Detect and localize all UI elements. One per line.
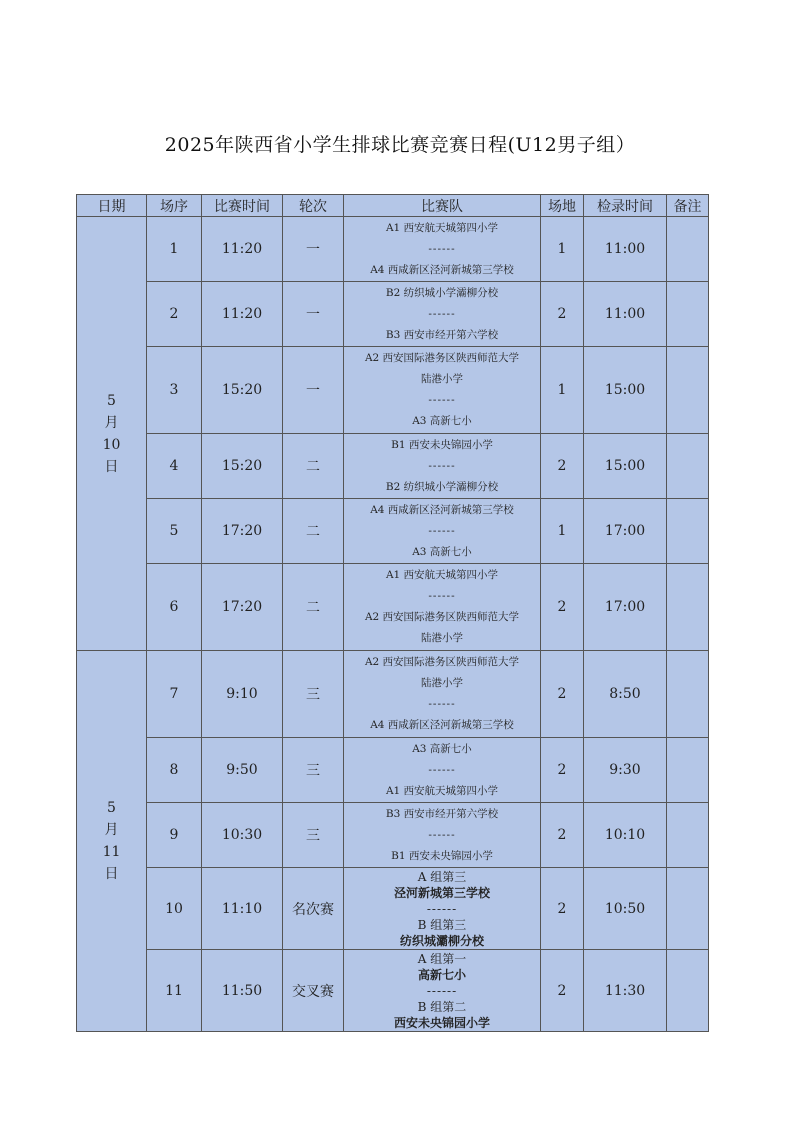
team-b-line: A2 西安国际港务区陕西师范大学	[364, 611, 520, 623]
header-court: 场地	[541, 195, 584, 217]
match-time: 15:20	[202, 347, 283, 434]
table-row	[77, 738, 709, 803]
match-number: 4	[147, 434, 202, 499]
team-b-line: 陆港小学	[421, 632, 463, 644]
teams-cell	[344, 282, 541, 347]
match-court: 2	[541, 651, 584, 738]
team-b-line: B1 西安未央锦园小学	[391, 849, 493, 862]
match-note	[667, 217, 709, 282]
header-checkin: 检录时间	[584, 195, 667, 217]
team-b-line: B 组第三	[417, 917, 467, 932]
match-court: 2	[541, 950, 584, 1032]
header-note: 备注	[667, 195, 709, 217]
match-round: 二	[283, 434, 344, 499]
date-day-unit: 日	[104, 458, 119, 475]
match-note	[667, 868, 709, 950]
header-date: 日期	[77, 195, 147, 217]
team-separator: ------	[428, 394, 456, 406]
match-note	[667, 347, 709, 434]
match-time: 11:20	[202, 282, 283, 347]
table-row	[77, 217, 709, 282]
teams-cell	[344, 434, 541, 499]
team-separator: ------	[426, 901, 458, 916]
match-round: 一	[283, 347, 344, 434]
header-row	[77, 195, 709, 217]
match-note	[667, 434, 709, 499]
team-b-line: B2 纺织城小学灞柳分校	[385, 480, 499, 493]
table-row	[77, 282, 709, 347]
teams-cell	[344, 950, 541, 1032]
team-b-line: A4 西咸新区泾河新城第三学校	[370, 263, 514, 276]
match-court: 2	[541, 738, 584, 803]
team-a-line: B3 西安市经开第六学校	[385, 807, 499, 820]
match-note	[667, 803, 709, 868]
team-b-line: B3 西安市经开第六学校	[385, 328, 499, 341]
checkin-time: 11:00	[584, 217, 667, 282]
page-title: 2025年陕西省小学生排球比赛竞赛日程(U12男子组）	[164, 134, 636, 156]
teams-cell	[344, 651, 541, 738]
table-row	[77, 499, 709, 564]
team-b-line: A4 西咸新区泾河新城第三学校	[370, 719, 514, 731]
match-round: 交叉赛	[283, 950, 344, 1032]
date-cell	[77, 217, 147, 651]
table-row	[77, 868, 709, 950]
checkin-time: 10:50	[584, 868, 667, 950]
match-note	[667, 282, 709, 347]
match-round: 一	[283, 217, 344, 282]
team-b-line: A3 高新七小	[412, 415, 472, 427]
table-row	[77, 803, 709, 868]
teams-cell	[344, 564, 541, 651]
checkin-time: 15:00	[584, 347, 667, 434]
team-a-line: 高新七小	[417, 967, 466, 982]
team-a-line: A2 西安国际港务区陕西师范大学	[364, 656, 520, 668]
match-court: 1	[541, 499, 584, 564]
team-a-line: A3 高新七小	[412, 742, 472, 755]
match-round: 三	[283, 651, 344, 738]
checkin-time: 15:00	[584, 434, 667, 499]
date-month: 5	[107, 392, 116, 409]
team-separator: ------	[428, 307, 456, 320]
match-number: 9	[147, 803, 202, 868]
match-number: 11	[147, 950, 202, 1032]
checkin-time: 17:00	[584, 499, 667, 564]
match-round: 三	[283, 738, 344, 803]
match-round: 二	[283, 564, 344, 651]
table-row	[77, 434, 709, 499]
match-note	[667, 738, 709, 803]
teams-cell	[344, 217, 541, 282]
match-number: 5	[147, 499, 202, 564]
date-month-unit: 月	[104, 414, 119, 431]
checkin-time: 17:00	[584, 564, 667, 651]
teams-cell	[344, 738, 541, 803]
match-number: 8	[147, 738, 202, 803]
team-a-line: A1 西安航天城第四小学	[385, 569, 499, 581]
match-number: 3	[147, 347, 202, 434]
match-time: 10:30	[202, 803, 283, 868]
schedule-table	[76, 194, 709, 1032]
date-month: 5	[107, 800, 116, 816]
match-round: 名次赛	[283, 868, 344, 950]
teams-cell	[344, 347, 541, 434]
match-court: 2	[541, 282, 584, 347]
match-note	[667, 950, 709, 1032]
team-a-line: B1 西安未央锦园小学	[391, 438, 493, 451]
table-row	[77, 347, 709, 434]
match-time: 11:10	[202, 868, 283, 950]
checkin-time: 11:30	[584, 950, 667, 1032]
teams-cell	[344, 803, 541, 868]
match-court: 1	[541, 347, 584, 434]
match-court: 2	[541, 803, 584, 868]
team-b-line: B 组第二	[417, 999, 467, 1014]
match-time: 9:50	[202, 738, 283, 803]
match-note	[667, 564, 709, 651]
team-a-line: A 组第三	[417, 869, 467, 884]
header-teams: 比赛队	[344, 195, 541, 217]
team-separator: ------	[428, 242, 456, 255]
date-day: 10	[102, 436, 121, 453]
team-a-line: A2 西安国际港务区陕西师范大学	[364, 352, 520, 364]
match-number: 10	[147, 868, 202, 950]
checkin-time: 10:10	[584, 803, 667, 868]
match-time: 15:20	[202, 434, 283, 499]
header-round: 轮次	[283, 195, 344, 217]
match-time: 9:10	[202, 651, 283, 738]
table-row	[77, 564, 709, 651]
team-a-line: B2 纺织城小学灞柳分校	[385, 286, 499, 299]
team-separator: ------	[428, 590, 456, 602]
match-court: 1	[541, 217, 584, 282]
checkin-time: 8:50	[584, 651, 667, 738]
team-b-line: 西安未央锦园小学	[393, 1015, 490, 1030]
team-a-line: A4 西咸新区泾河新城第三学校	[370, 503, 514, 516]
match-court: 2	[541, 564, 584, 651]
match-time: 17:20	[202, 499, 283, 564]
date-month-unit: 月	[104, 822, 119, 838]
team-separator: ------	[428, 698, 456, 710]
team-a-line: A 组第一	[417, 951, 467, 966]
team-separator: ------	[428, 459, 456, 472]
header-time: 比赛时间	[202, 195, 283, 217]
match-time: 17:20	[202, 564, 283, 651]
match-number: 1	[147, 217, 202, 282]
team-a-line: 陆港小学	[421, 677, 463, 689]
match-round: 一	[283, 282, 344, 347]
match-time: 11:20	[202, 217, 283, 282]
match-time: 11:50	[202, 950, 283, 1032]
team-a-line: 陆港小学	[421, 373, 463, 385]
match-note	[667, 651, 709, 738]
checkin-time: 11:00	[584, 282, 667, 347]
date-cell	[77, 651, 147, 1032]
team-b-line: A3 高新七小	[412, 545, 472, 558]
match-note	[667, 499, 709, 564]
team-separator: ------	[428, 828, 456, 841]
teams-cell	[344, 868, 541, 950]
match-round: 三	[283, 803, 344, 868]
teams-cell	[344, 499, 541, 564]
date-day-unit: 日	[104, 866, 119, 882]
match-court: 2	[541, 868, 584, 950]
match-number: 7	[147, 651, 202, 738]
team-separator: ------	[428, 763, 456, 776]
team-b-line: A1 西安航天城第四小学	[385, 784, 499, 797]
table-row	[77, 950, 709, 1032]
team-separator: ------	[428, 524, 456, 537]
checkin-time: 9:30	[584, 738, 667, 803]
team-a-line: A1 西安航天城第四小学	[385, 221, 499, 234]
team-separator: ------	[426, 983, 458, 998]
match-court: 2	[541, 434, 584, 499]
header-match-no: 场序	[147, 195, 202, 217]
team-b-line: 纺织城灞柳分校	[399, 933, 484, 948]
match-number: 2	[147, 282, 202, 347]
team-a-line: 泾河新城第三学校	[393, 885, 490, 900]
date-day: 11	[102, 844, 121, 860]
table-row	[77, 651, 709, 738]
match-round: 二	[283, 499, 344, 564]
match-number: 6	[147, 564, 202, 651]
